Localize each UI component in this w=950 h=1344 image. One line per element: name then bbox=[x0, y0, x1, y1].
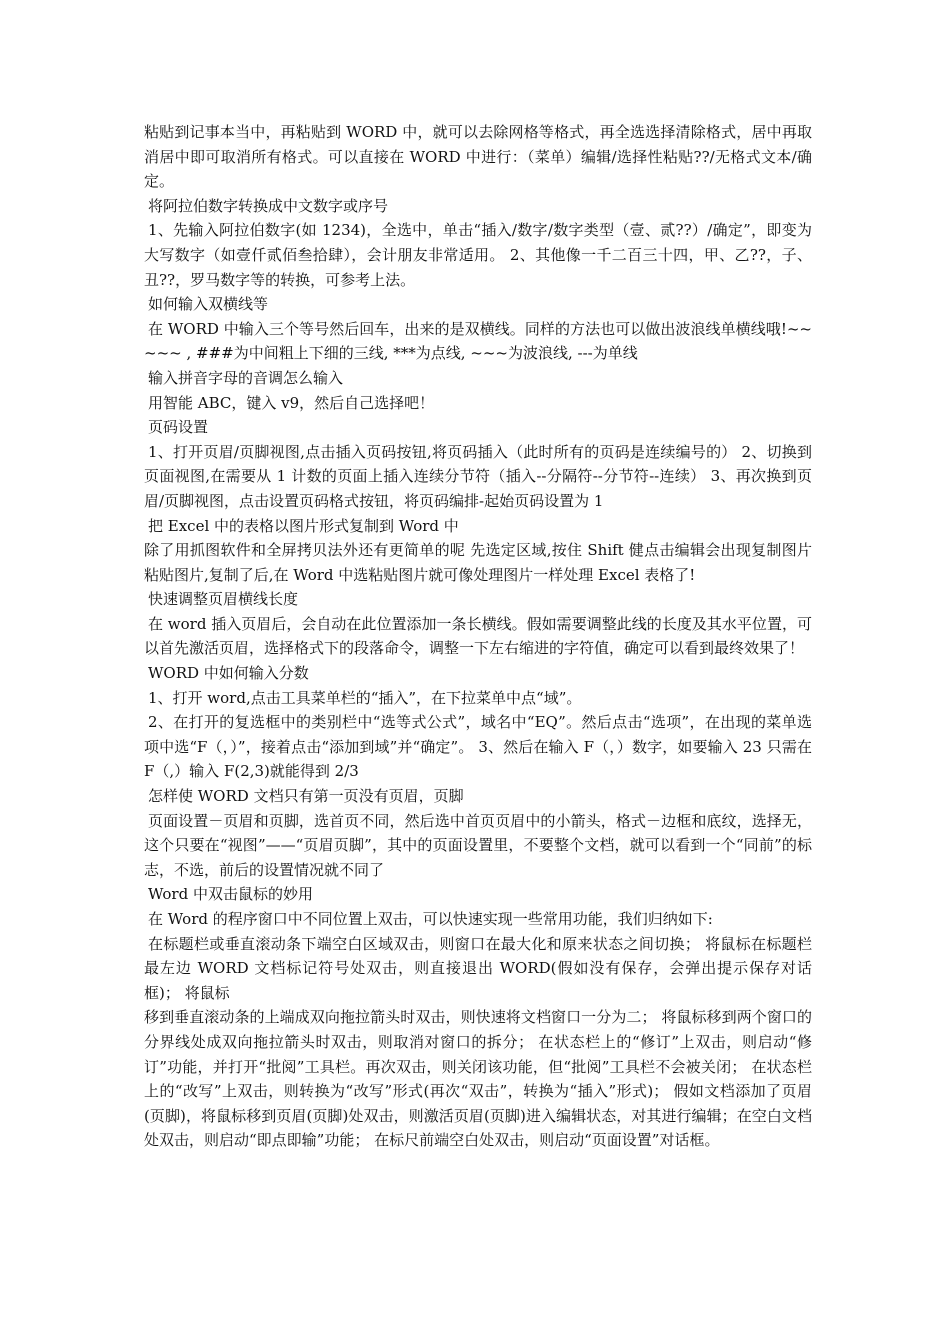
document-page bbox=[144, 120, 812, 1153]
paragraph-double-click-more: 移到垂直滚动条的上端成双向拖拉箭头时双击，则快速将文档窗口一分为二； 将鼠标移到两个窗口的分界线处成双向拖拉箭头时双击，则取消对窗口的拆分； 在状态栏上的“修订”上双击，则启动“修订”功能，并打开“批阅”工具栏。再次双击，则关闭该功能，但“批阅”工具栏不会被关闭； 在状态栏上的“改写”上双击，则转换为“改写”形式(再次“双击”，转换为“插入”形式)； 假如文档添加了页眉(页脚)，将鼠标移到页眉(页脚)处双击，则激活页眉(页脚)进入编辑状态，对其进行编辑；在空白文档处双击，则启动“即点即输”功能； 在标尺前端空白处双击，则启动“页面设置”对话框。 bbox=[144, 1008, 812, 1150]
paragraph-double-click-titlebar: 在标题栏或垂直滚动条下端空白区域双击，则窗口在最大化和原来状态之间切换； 将鼠标在标题栏最左边 WORD 文档标记符号处双击，则直接退出 WORD(假如没有保存，会弹出提示保存对话框)； 将鼠标 bbox=[144, 934, 812, 1002]
paragraph-clear-format: 粘贴到记事本当中，再粘贴到 WORD 中，就可以去除网格等格式，再全选选择清除格式，居中再取消居中即可取消所有格式。可以直接在 WORD 中进行：（菜单）编辑/选择性粘贴??/无格式文本/确定。 bbox=[144, 123, 812, 191]
paragraph-double-lines: 在 WORD 中输入三个等号然后回车，出来的是双横线。同样的方法也可以做出波浪线单横线哦!~~~~~ , ###为中间粗上下细的三线, ***为点线, ~~~为波浪线, ---为单线 bbox=[144, 319, 812, 363]
heading-arabic-to-chinese-numbers: 将阿拉伯数字转换成中文数字或序号 bbox=[148, 196, 389, 215]
heading-first-page-header: 怎样使 WORD 文档只有第一页没有页眉，页脚 bbox=[148, 787, 464, 806]
paragraph-first-page-header: 页面设置－页眉和页脚，选首页不同，然后选中首页页眉中的小箭头，格式－边框和底纹，选择无，这个只要在“视图”——“页眉页脚”，其中的页面设置里，不要整个文档，就可以看到一个“同前”的标志，不选，前后的设置情况就不同了 bbox=[144, 811, 812, 879]
paragraph-number-conversion: 1、先输入阿拉伯数字(如 1234)，全选中，单击“插入/数字/数字类型（壹、贰??）/确定”，即变为大写数字（如壹仟贰佰叁拾肆），会计朋友非常适用。 2、其他像一千二百三十四，甲、乙??，子、丑??，罗马数字等的转换，可参考上法。 bbox=[144, 221, 812, 289]
heading-header-line-length: 快速调整页眉横线长度 bbox=[148, 590, 299, 609]
heading-fractions: WORD 中如何输入分数 bbox=[148, 664, 309, 683]
paragraph-fractions-step2: 2、在打开的复选框中的类别栏中“选等式公式”，域名中“EQ”。然后点击“选项”，在出现的菜单选项中选“F（，）”，接着点击“添加到域”并“确定”。 3、然后在输入 F（，）数字，如要输入 23 只需在 F（,）输入 F(2,3)就能得到 2/3 bbox=[144, 713, 812, 781]
paragraph-excel-as-picture: 除了用抓图软件和全屏拷贝法外还有更简单的呢 先选定区域,按住 Shift 健点击编辑会出现复制图片粘贴图片,复制了后,在 Word 中选粘贴图片就可像处理图片一样处理 Excel 表格了! bbox=[144, 541, 812, 584]
paragraph-double-click-intro: 在 Word 的程序窗口中不同位置上双击，可以快速实现一些常用功能，我们归纳如下: bbox=[148, 910, 713, 928]
paragraph-pinyin-tones: 用智能 ABC，键入 v9，然后自己选择吧！ bbox=[148, 393, 435, 412]
paragraph-fractions-step1: 1、打开 word,点击工具菜单栏的“插入”，在下拉菜单中点“域”。 bbox=[148, 688, 582, 707]
paragraph-header-line-length: 在 word 插入页眉后，会自动在此位置添加一条长横线。假如需要调整此线的长度及其水平位置，可以首先激活页眉，选择格式下的段落命令，调整一下左右缩进的字符值，确定可以看到最终效果了！ bbox=[144, 614, 812, 658]
heading-page-numbers: 页码设置 bbox=[148, 418, 209, 437]
heading-double-lines: 如何输入双横线等 bbox=[148, 295, 269, 314]
heading-excel-as-picture: 把 Excel 中的表格以图片形式复制到 Word 中 bbox=[148, 516, 459, 535]
heading-pinyin-tones: 输入拼音字母的音调怎么输入 bbox=[148, 368, 344, 387]
paragraph-page-numbers: 1、打开页眉/页脚视图,点击插入页码按钮,将页码插入（此时所有的页码是连续编号的） 2、切换到页面视图,在需要从 1 计数的页面上插入连续分节符（插入--分隔符--分节符--连续） 3、再次换到页眉/页脚视图，点击设置页码格式按钮，将页码编排-起始页码设置为 1 bbox=[144, 442, 812, 510]
heading-double-click: Word 中双击鼠标的妙用 bbox=[148, 885, 313, 904]
